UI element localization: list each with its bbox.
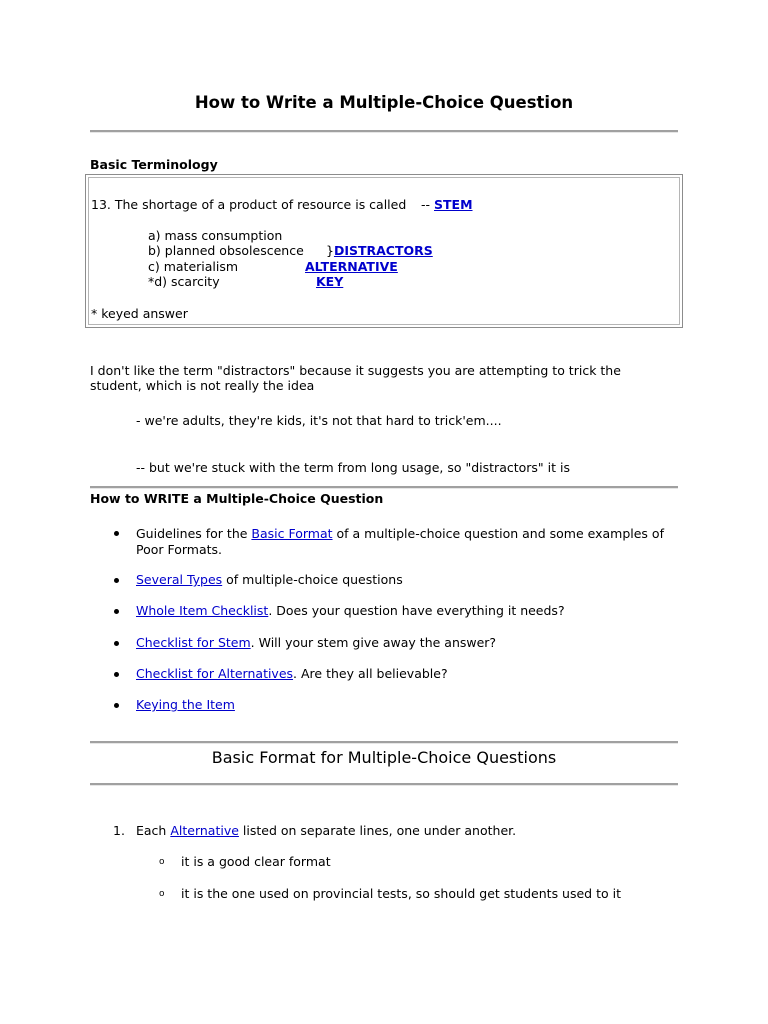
sub-bullet-icon: o — [159, 857, 165, 867]
list-item-checklist-stem — [136, 635, 496, 650]
list-item-whole-item-checklist — [136, 603, 565, 618]
list-item-text: Each — [136, 823, 171, 838]
list-item-text: listed on separate lines, one under another. — [238, 823, 517, 838]
option-d: *d) scarcity — [148, 274, 220, 289]
option-b: b) planned obsolescence — [148, 243, 304, 258]
example-question — [91, 197, 406, 212]
bullet — [114, 531, 119, 536]
key-label[interactable]: KEY — [316, 274, 344, 289]
basic-format-link[interactable]: Basic Format — [251, 526, 333, 541]
list-item-basic-format-line2: Poor Formats. — [136, 542, 223, 557]
checklist-for-alternatives-link[interactable]: Checklist for Alternatives — [136, 666, 294, 681]
stem-label[interactable]: STEM — [434, 197, 473, 212]
commentary-line-2: student, which is not really the idea — [90, 378, 315, 393]
list-item-several-types — [136, 572, 403, 587]
divider — [90, 741, 678, 744]
question-text: 13. The shortage of a product of resource is called — [91, 197, 407, 212]
distractors-label[interactable]: DISTRACTORS — [333, 243, 433, 258]
alternative-label[interactable]: ALTERNATIVE — [305, 259, 398, 274]
distractors-annotation — [326, 243, 433, 258]
section-heading: Basic Format for Multiple-Choice Questions — [211, 748, 557, 767]
list-item-basic-format — [136, 526, 664, 541]
list-item-text: of a multiple-choice question and some examples of — [332, 526, 664, 541]
divider — [90, 783, 678, 786]
list-item-text: Guidelines for the — [136, 526, 252, 541]
page-title: How to Write a Multiple-Choice Question — [194, 93, 574, 112]
stem-annotation — [421, 197, 473, 212]
list-item-checklist-alternatives — [136, 666, 448, 681]
list-item-text: . Does your question have everything it needs? — [268, 603, 565, 618]
sub-bullet-icon: o — [159, 889, 165, 899]
bullet — [114, 609, 119, 614]
sub-item: it is the one used on provincial tests, so should get students used to it — [181, 886, 621, 901]
commentary-aside-1: - we're adults, they're kids, it's not that hard to trick'em.... — [136, 413, 502, 428]
divider — [90, 486, 678, 489]
option-a: a) mass consumption — [148, 228, 283, 243]
list-number: 1. — [113, 823, 125, 838]
keyed-answer-note: * keyed answer — [91, 306, 188, 321]
divider — [90, 130, 678, 133]
terminology-heading: Basic Terminology — [90, 157, 218, 172]
bullet — [114, 703, 119, 708]
list-item-keying — [136, 697, 235, 712]
list-item-text: of multiple-choice questions — [222, 572, 403, 587]
checklist-for-stem-link[interactable]: Checklist for Stem — [136, 635, 251, 650]
stem-prefix: -- — [421, 197, 434, 212]
option-c: c) materialism — [148, 259, 239, 274]
list-item-text: . Are they all believable? — [293, 666, 448, 681]
sub-item: it is a good clear format — [181, 854, 331, 869]
several-types-link[interactable]: Several Types — [136, 572, 223, 587]
list-item-text: . Will your stem give away the answer? — [250, 635, 497, 650]
bullet — [114, 641, 119, 646]
brace: } — [326, 243, 334, 258]
commentary-line-1: I don't like the term "distractors" because it suggests you are attempting to trick the — [90, 363, 621, 378]
list-item-alternative — [136, 823, 516, 838]
whole-item-checklist-link[interactable]: Whole Item Checklist — [136, 603, 269, 618]
bullet — [114, 578, 119, 583]
alternative-link[interactable]: Alternative — [170, 823, 239, 838]
commentary-aside-2: -- but we're stuck with the term from long usage, so "distractors" it is — [136, 460, 570, 475]
bullet — [114, 672, 119, 677]
keying-the-item-link[interactable]: Keying the Item — [136, 697, 235, 712]
write-heading: How to WRITE a Multiple-Choice Question — [90, 491, 384, 506]
